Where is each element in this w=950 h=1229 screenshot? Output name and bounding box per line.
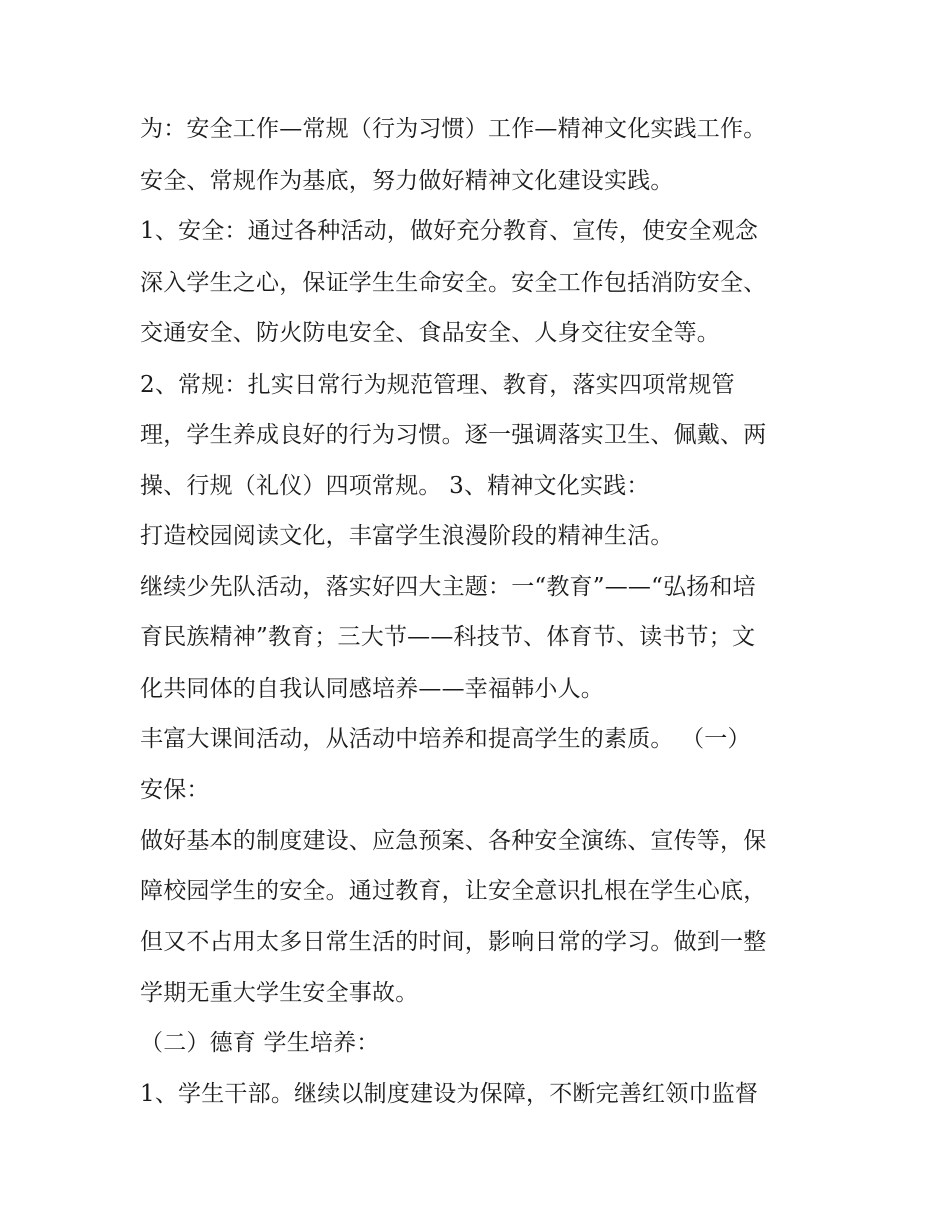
text-line: 交通安全、防火防电安全、食品安全、人身交往安全等。 xyxy=(140,320,720,346)
text-line: 1、安全：通过各种活动，做好充分教育、宣传，使安全观念 xyxy=(140,218,759,244)
text-line: 继续少先队活动，落实好四大主题：一“教育”——“弘扬和培 xyxy=(140,574,756,600)
text-line: 但又不占用太多日常生活的时间，影响日常的学习。做到一整 xyxy=(140,929,767,955)
text-line: 理，学生养成良好的行为习惯。逐一强调落实卫生、佩戴、两 xyxy=(140,422,767,448)
text-line: 安全、常规作为基底，努力做好精神文化建设实践。 xyxy=(140,168,674,194)
text-line: 障校园学生的安全。通过教育，让安全意识扎根在学生心底， xyxy=(140,878,767,904)
text-line: 做好基本的制度建设、应急预案、各种安全演练、宣传等，保 xyxy=(140,828,767,854)
text-line: 2、常规：扎实日常行为规范管理、教育，落实四项常规管 xyxy=(140,372,735,398)
text-line: 化共同体的自我认同感培养——幸福韩小人。 xyxy=(140,676,604,702)
text-line: 操、行规（礼仪）四项常规。 3、精神文化实践： xyxy=(140,473,650,499)
text-line: 1、学生干部。继续以制度建设为保障，不断完善红领巾监督 xyxy=(140,1081,759,1107)
text-line: 打造校园阅读文化，丰富学生浪漫阶段的精神生活。 xyxy=(140,523,674,549)
text-line: 为：安全工作—常规（行为习惯）工作—精神文化实践工作。 xyxy=(140,116,767,142)
text-line: （二）德育 学生培养： xyxy=(140,1030,380,1056)
text-line: 育民族精神”教育；三大节——科技节、体育节、读书节；文 xyxy=(140,624,756,650)
text-line: 安保： xyxy=(140,777,210,803)
text-line: 深入学生之心，保证学生生命安全。安全工作包括消防安全、 xyxy=(140,270,767,296)
text-line: 丰富大课间活动，从活动中培养和提高学生的素质。 （一） xyxy=(140,726,751,752)
text-line: 学期无重大学生安全事故。 xyxy=(140,980,419,1006)
